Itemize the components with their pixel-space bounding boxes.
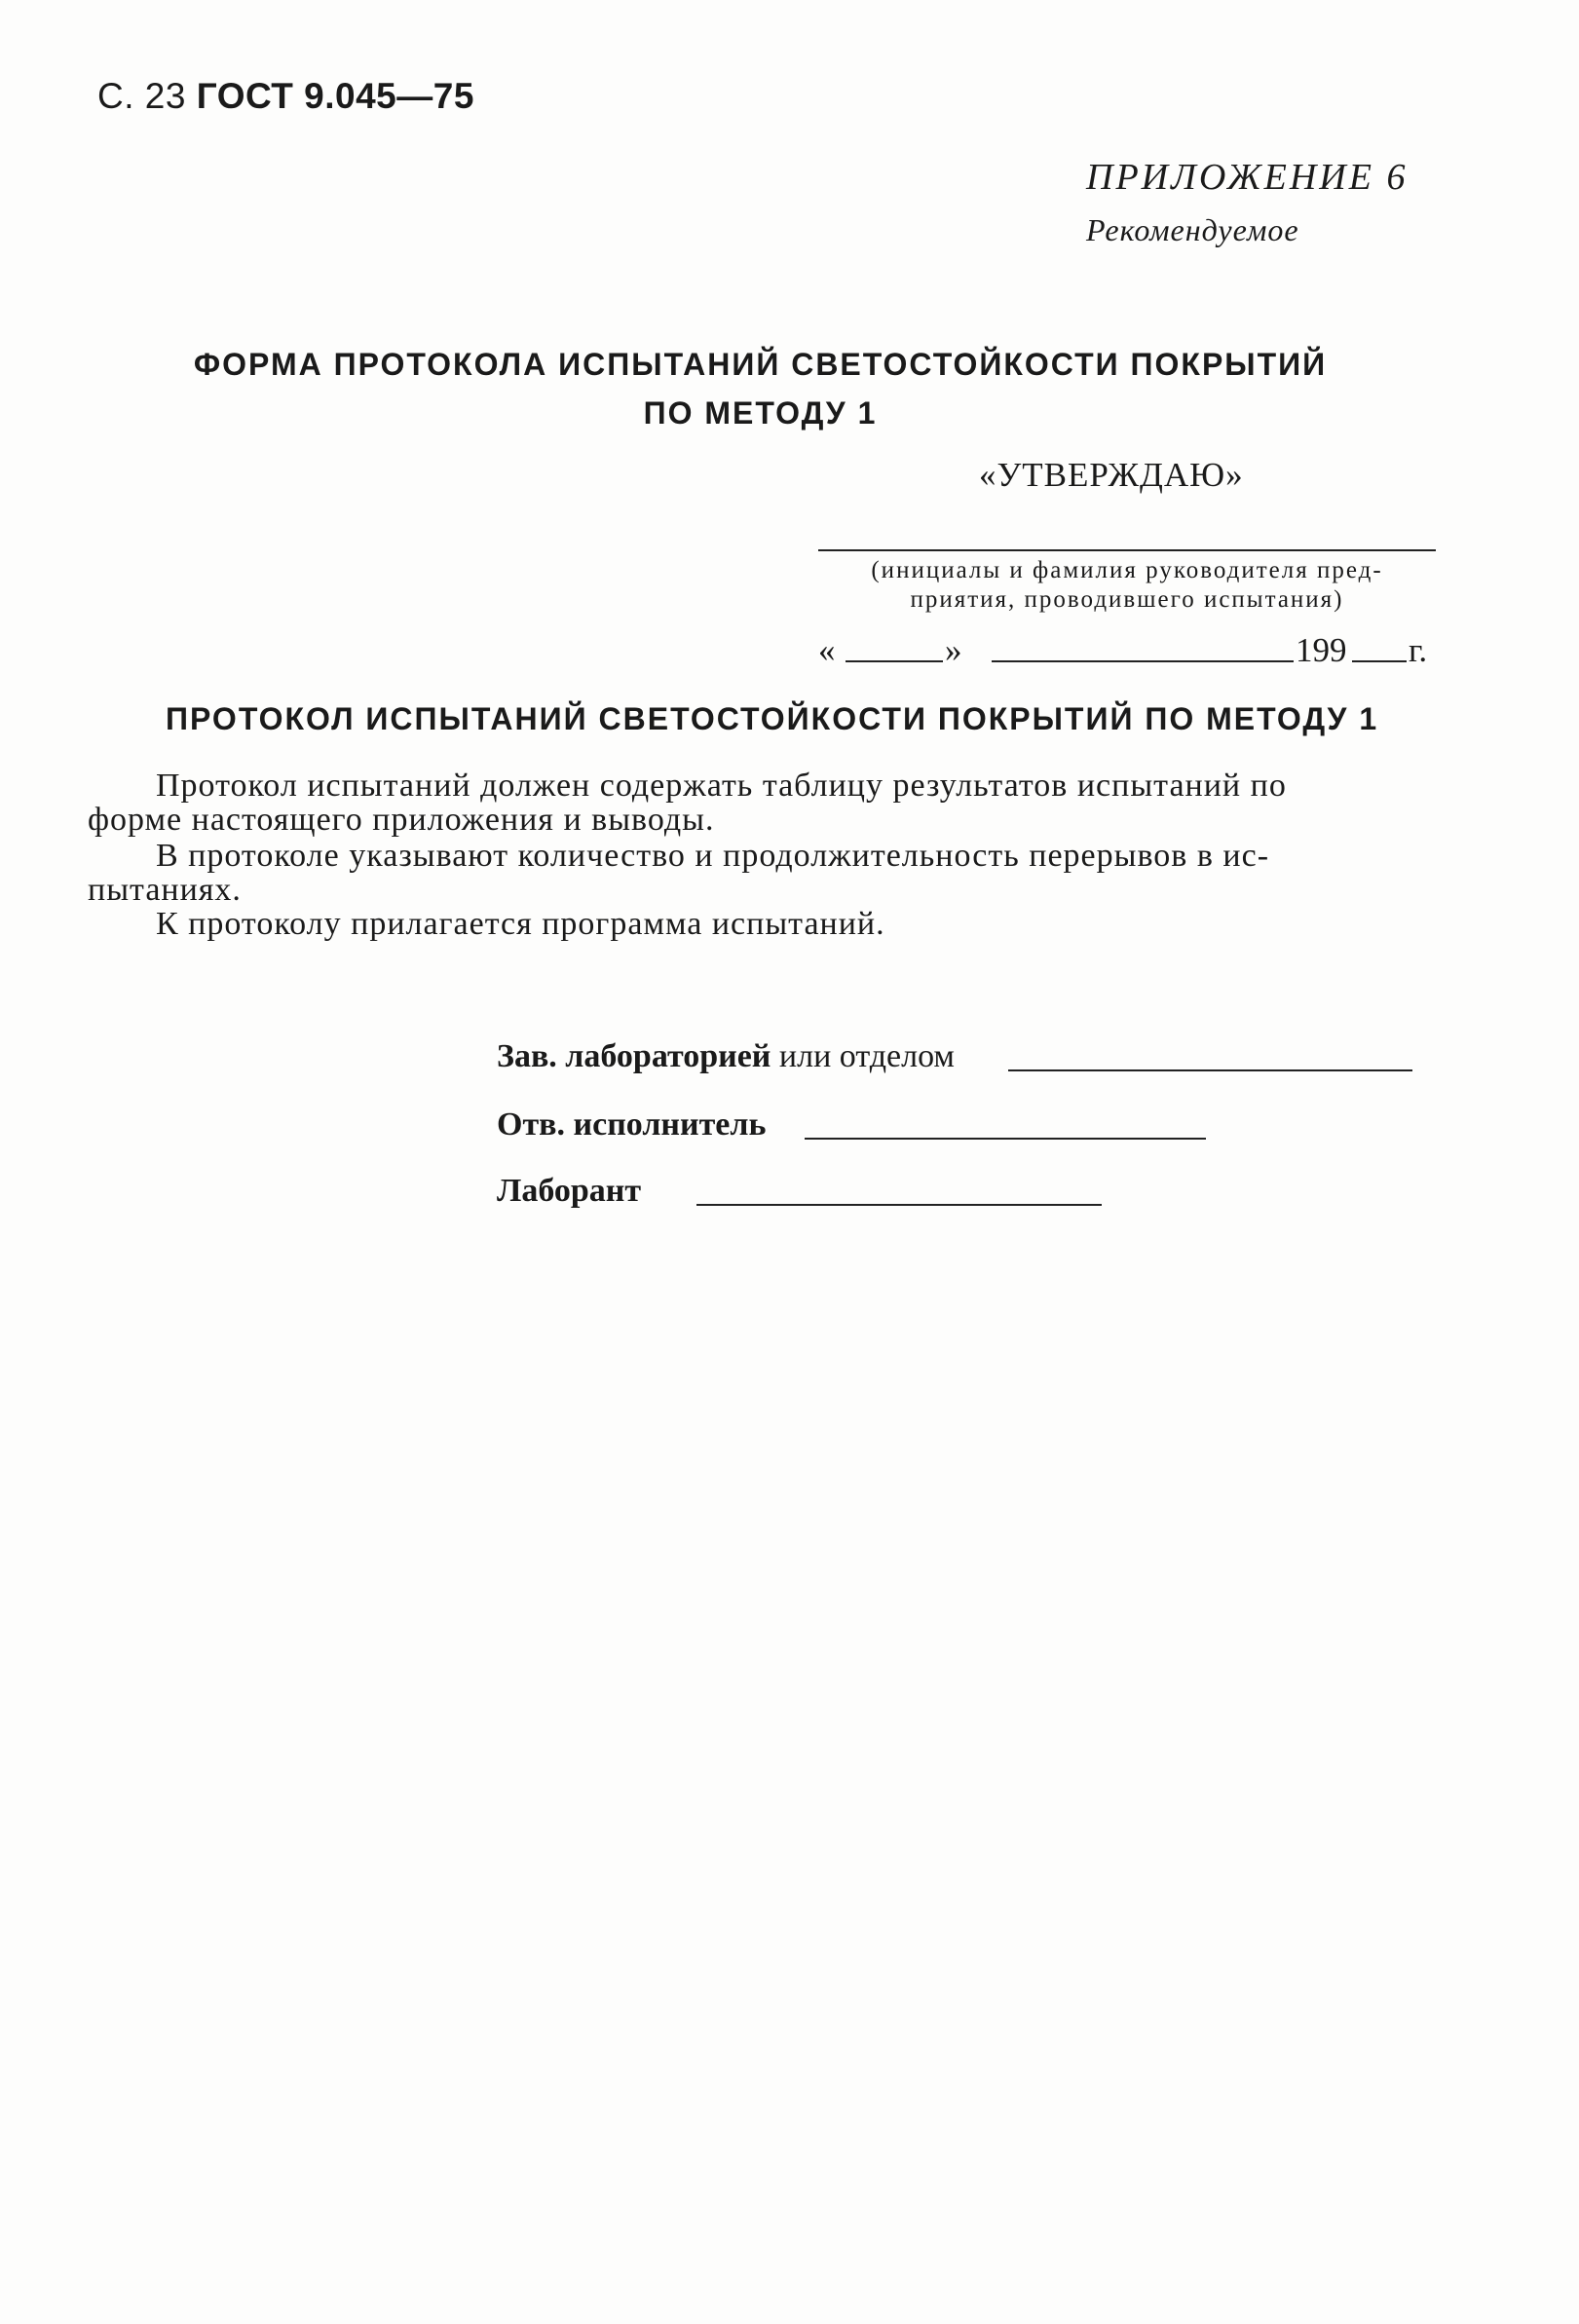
signature-head-label [497, 1038, 955, 1075]
protocol-title: ПРОТОКОЛ ИСПЫТАНИЙ СВЕТОСТОЙКОСТИ ПОКРЫТИЙ ПО МЕТОДУ 1 [166, 701, 1379, 736]
approver-caption-line-1: (инициалы и фамилия руководителя пред- [871, 557, 1383, 583]
signature-lab-assistant-label-bold: Лаборант [497, 1173, 642, 1209]
signature-head-line [1008, 1069, 1412, 1071]
page-number: С. 23 [97, 76, 197, 116]
date-year-suffix: г. [1409, 631, 1428, 669]
approver-caption-line-2: приятия, проводившего испытания) [910, 586, 1344, 613]
page-header-reference [97, 76, 474, 117]
date-year-blank [1352, 631, 1407, 662]
signature-lab-assistant-label [497, 1173, 641, 1210]
paragraph-2-line-2: пытаниях. [88, 872, 242, 908]
standard-number: ГОСТ 9.045—75 [196, 76, 474, 116]
date-day-blank [846, 631, 943, 662]
signature-lab-assistant-line [696, 1204, 1102, 1206]
appendix-title: ПРИЛОЖЕНИЕ 6 [1086, 157, 1409, 198]
approver-caption [818, 556, 1436, 615]
signature-executor-label-bold: Отв. исполнитель [497, 1106, 767, 1143]
approval-date-row [818, 631, 1436, 674]
paragraph-1-line-1: Протокол испытаний должен содержать таблицу результатов испытаний по [156, 768, 1287, 804]
signature-executor-line [805, 1138, 1206, 1140]
form-title-line-2: ПО МЕТОДУ 1 [643, 395, 878, 431]
signature-executor-label [497, 1106, 766, 1143]
paragraph-3: К протоколу прилагается программа испытаний. [156, 906, 885, 942]
appendix-subtitle: Рекомендуемое [1086, 212, 1299, 247]
date-month-blank [992, 631, 1294, 662]
approver-signature-line [818, 549, 1436, 551]
approval-label: «УТВЕРЖДАЮ» [979, 456, 1244, 494]
form-title-line-1: ФОРМА ПРОТОКОЛА ИСПЫТАНИЙ СВЕТОСТОЙКОСТИ ПОКРЫТИЙ [193, 347, 1328, 382]
signature-head-label-rest: или отделом [771, 1038, 955, 1074]
paragraph-2-line-1: В протоколе указывают количество и продолжительность перерывов в ис- [156, 838, 1270, 874]
paragraph-1-line-2: форме настоящего приложения и выводы. [88, 802, 715, 838]
signature-head-label-bold: Зав. лабораторией [497, 1038, 771, 1074]
date-close-quote: » [945, 631, 962, 669]
date-open-quote: « [818, 631, 836, 669]
date-year-prefix: 199 [1296, 631, 1347, 669]
